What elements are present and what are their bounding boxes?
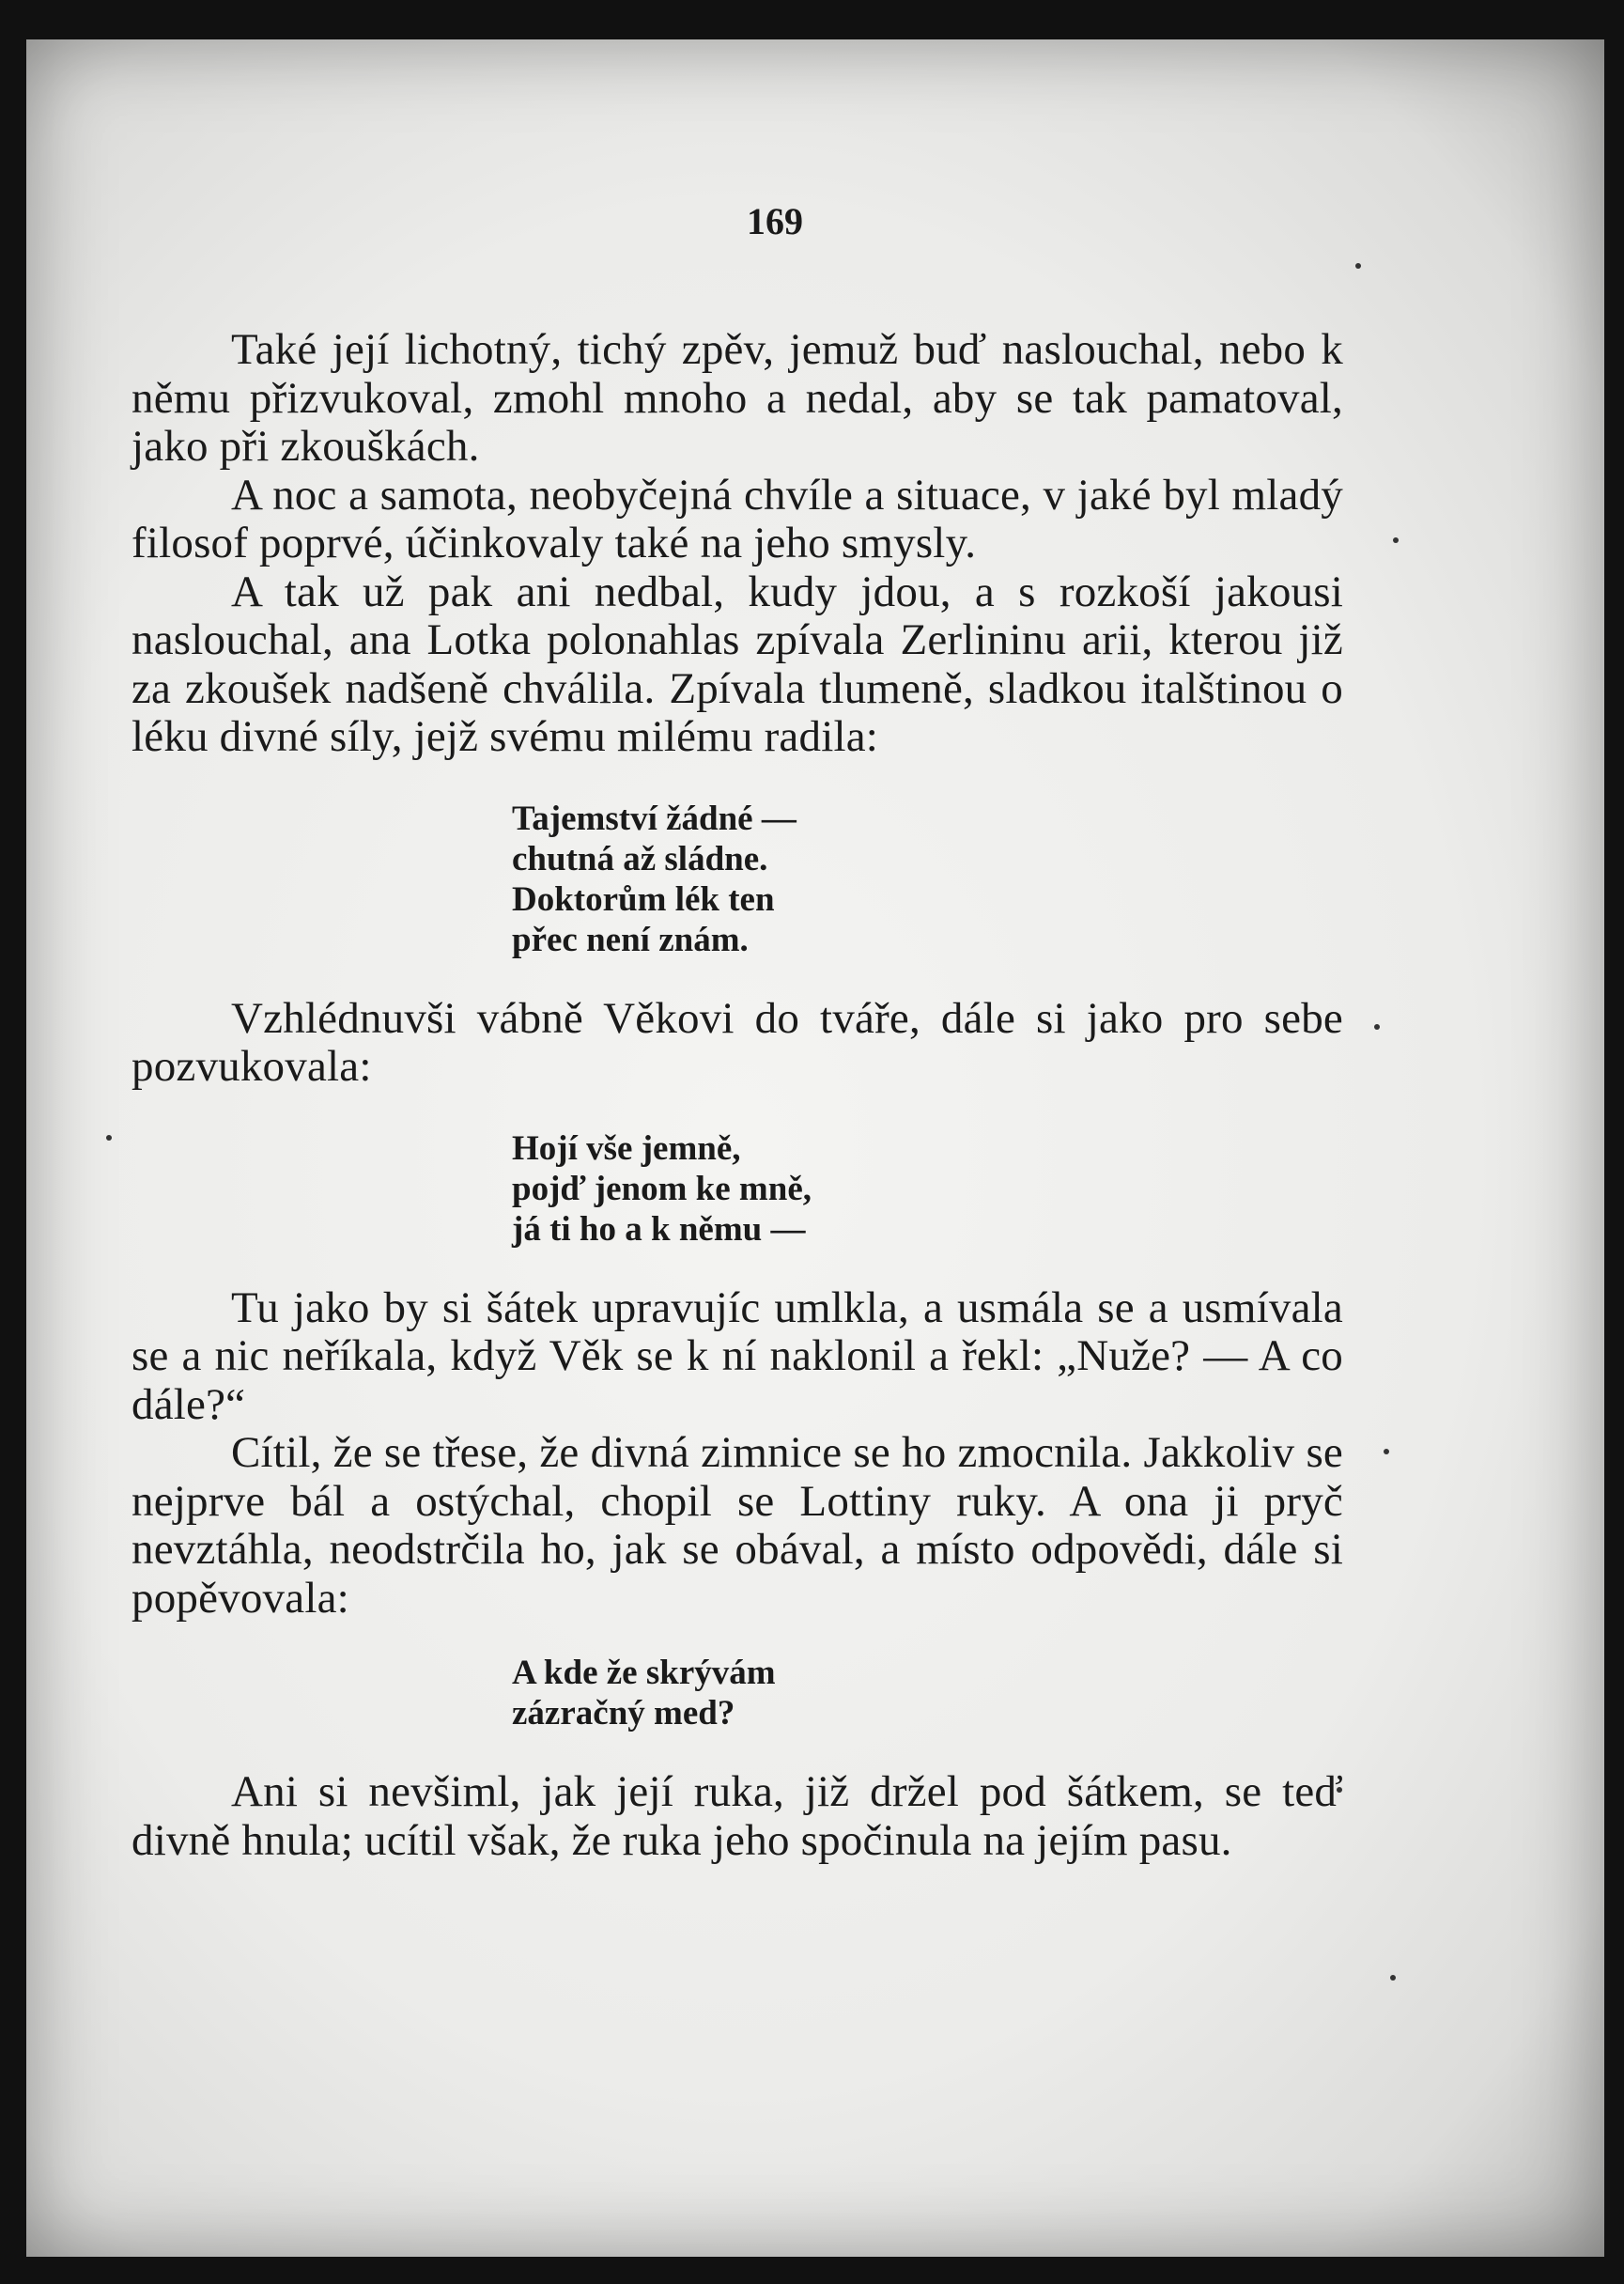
ink-speck [1384, 1449, 1389, 1454]
verse-stanza [131, 799, 1343, 960]
verse-line: chutná až sládne. [512, 839, 768, 878]
verse-line: přec není znám. [512, 920, 749, 959]
verse-stanza [131, 1128, 1343, 1250]
verse-line: Tajemství žádné — [512, 799, 797, 838]
page-number: 169 [747, 200, 803, 242]
paragraph: Cítil, že se třese, že divná zimnice se ho zmocnila. Jakkoliv se nejprve bál a ostýchal, chopil se Lottiny ruky. A ona ji pryč nevztáhla, neodstrčila ho, jak se obával, a místo odpovědi, dále si popěvovala: [131, 1428, 1343, 1623]
paragraph: A tak už pak ani nedbal, kudy jdou, a s rozkoší jakousi naslouchal, ana Lotka polonahlas zpívala Zerlininu arii, kterou již za zkoušek nadšeně chválila. Zpívala tlumeně, sladkou italštinou o léku divné síly, jejž svému milému radila: [131, 567, 1343, 761]
verse-line: Hojí vše jemně, [512, 1128, 741, 1168]
paragraph: Také její lichotný, tichý zpěv, jemuž buď naslouchal, nebo k němu přizvukoval, zmohl mnoho a nedal, aby se tak pamatoval, jako při zkouškách. [131, 325, 1343, 471]
ink-speck [106, 1135, 112, 1141]
ink-speck [1374, 1024, 1380, 1030]
verse-line: já ti ho a k němu — [512, 1209, 806, 1249]
paragraph: A noc a samota, neobyčejná chvíle a situace, v jaké byl mladý filosof poprvé, účinkovaly také na jeho smysly. [131, 470, 1343, 567]
paragraph: Tu jako by si šátek upravujíc umlkla, a usmála se a usmívala se a nic neříkala, když Věk se k ní naklonil a řekl: „Nuže? — A co dále?“ [131, 1282, 1343, 1429]
paragraph: Vzhlédnuvši vábně Věkovi do tváře, dále si jako pro sebe pozvukovala: [131, 993, 1343, 1091]
ink-speck [1393, 537, 1399, 543]
verse-line: Doktorům lék ten [512, 879, 775, 919]
verse-stanza [131, 1653, 1343, 1733]
verse-line: zázračný med? [512, 1694, 735, 1732]
paragraph: Ani si nevšiml, jak její ruka, již držel pod šátkem, se teď divně hnula; ucítil však, že ruka jeho spočinula na jejím pasu. [131, 1767, 1343, 1865]
book-page [26, 39, 1604, 2257]
text-block [131, 199, 1343, 1865]
ink-speck [1390, 1975, 1396, 1981]
verse-line: A kde že skrývám [512, 1654, 776, 1692]
verse-line: pojď jenom ke mně, [512, 1169, 812, 1208]
ink-speck [1355, 263, 1361, 269]
